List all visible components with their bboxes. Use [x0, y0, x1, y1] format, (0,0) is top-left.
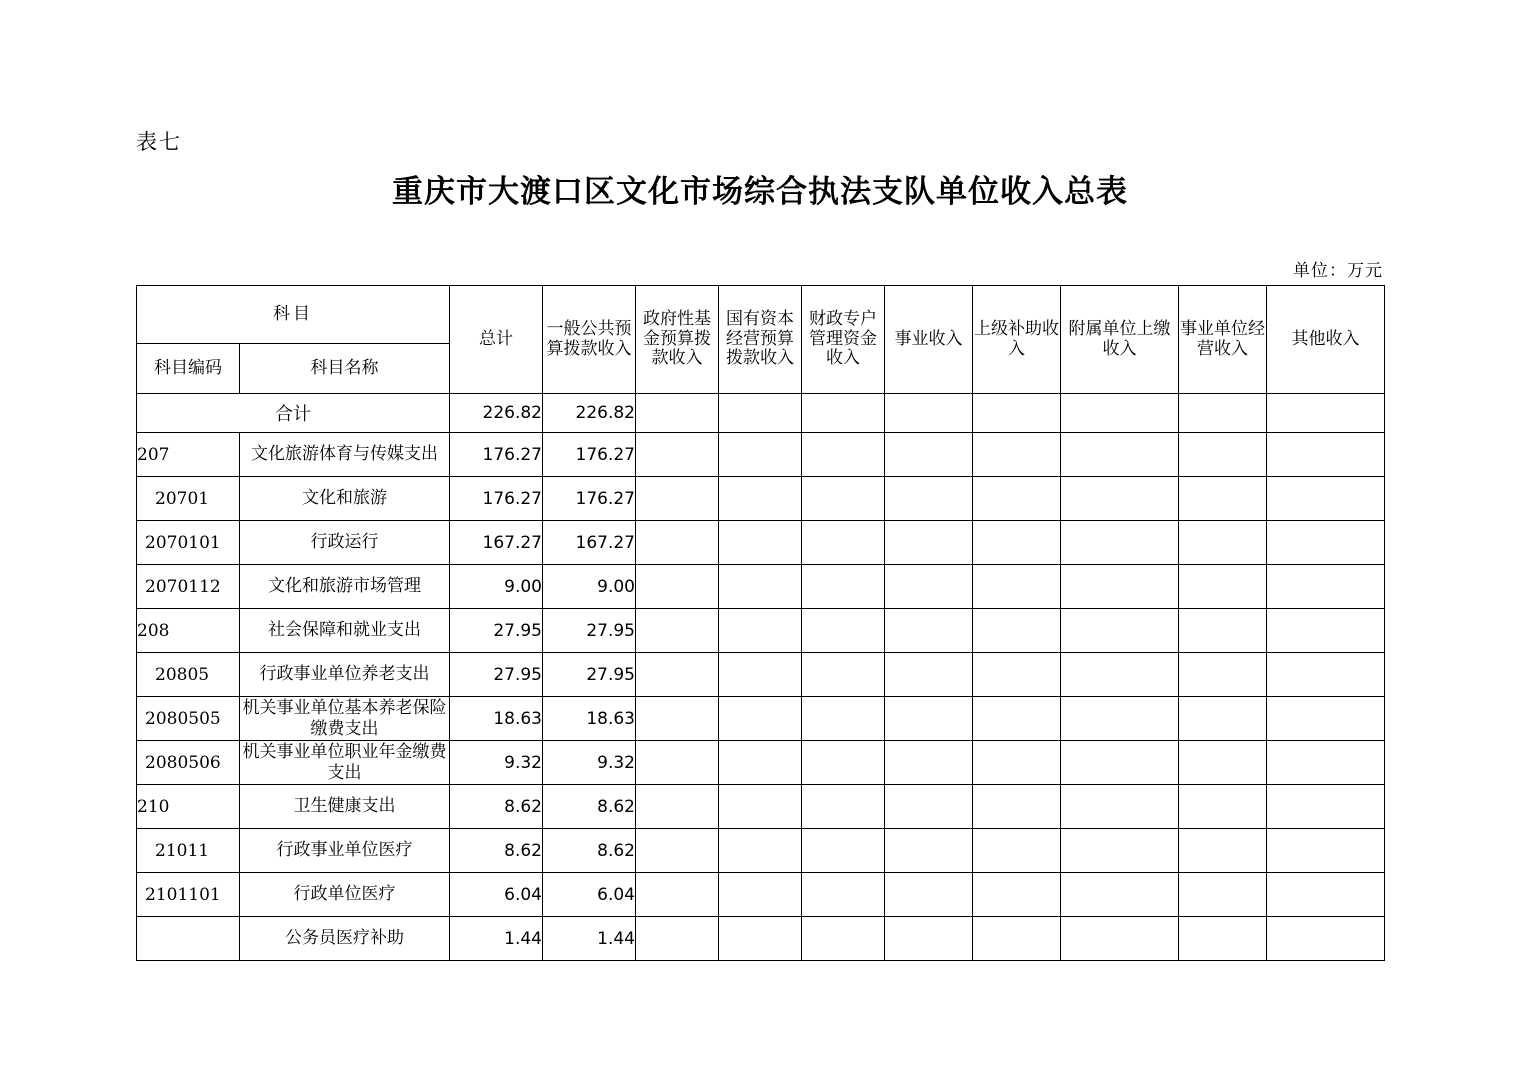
row-code: 207: [137, 433, 240, 477]
row-value-general-public-budget: 176.27: [543, 433, 636, 477]
row-value-total: 8.62: [450, 785, 543, 829]
row-value-general-public-budget: 27.95: [543, 653, 636, 697]
row-value-business-income: [885, 433, 973, 477]
row-value-state-capital-budget: [719, 741, 802, 785]
row-value-total: 167.27: [450, 521, 543, 565]
row-name: 文化和旅游: [240, 477, 450, 521]
row-value-superior-subsidy: [973, 829, 1061, 873]
table-row: [137, 565, 1385, 609]
row-value-superior-subsidy: [973, 433, 1061, 477]
row-value-business-unit-operating: [1179, 477, 1267, 521]
row-name: 行政运行: [240, 521, 450, 565]
page-title: 重庆市大渡口区文化市场综合执法支队单位收入总表: [392, 174, 1128, 210]
row-value-total: 1.44: [450, 917, 543, 961]
row-value-gov-fund-budget: [636, 697, 719, 741]
table-row: [137, 873, 1385, 917]
row-value-gov-fund-budget: [636, 521, 719, 565]
row-value-business-unit-operating: [1179, 609, 1267, 653]
unit-note: 单位：万元: [1293, 261, 1383, 281]
row-code: 2070101: [137, 521, 240, 565]
row-value-state-capital-budget: [719, 565, 802, 609]
total-value-fiscal-account-fund: [802, 394, 885, 433]
row-value-gov-fund-budget: [636, 829, 719, 873]
row-value-gov-fund-budget: [636, 565, 719, 609]
row-value-other-income: [1267, 653, 1385, 697]
row-value-state-capital-budget: [719, 433, 802, 477]
header-col-gov-fund-budget: 政府性基金预算拨款收入: [636, 286, 719, 394]
table-row: [137, 653, 1385, 697]
income-summary-table: [136, 285, 1385, 961]
total-value-business-income: [885, 394, 973, 433]
row-value-business-income: [885, 829, 973, 873]
row-value-other-income: [1267, 829, 1385, 873]
row-value-fiscal-account-fund: [802, 653, 885, 697]
row-value-business-income: [885, 653, 973, 697]
row-value-subordinate-payment: [1061, 697, 1179, 741]
row-value-total: 9.32: [450, 741, 543, 785]
row-value-other-income: [1267, 785, 1385, 829]
row-value-business-income: [885, 477, 973, 521]
table-body: [137, 394, 1385, 961]
header-subject-group: 科目: [137, 286, 450, 344]
row-value-state-capital-budget: [719, 609, 802, 653]
row-value-subordinate-payment: [1061, 609, 1179, 653]
row-value-gov-fund-budget: [636, 873, 719, 917]
sheet-label: 表七: [136, 130, 182, 154]
row-code: 2070112: [137, 565, 240, 609]
row-value-fiscal-account-fund: [802, 873, 885, 917]
row-value-business-unit-operating: [1179, 917, 1267, 961]
row-value-gov-fund-budget: [636, 609, 719, 653]
row-value-gov-fund-budget: [636, 785, 719, 829]
table-row: [137, 829, 1385, 873]
row-value-general-public-budget: 1.44: [543, 917, 636, 961]
row-value-general-public-budget: 9.32: [543, 741, 636, 785]
total-value-business-unit-operating: [1179, 394, 1267, 433]
row-name: 卫生健康支出: [240, 785, 450, 829]
row-value-fiscal-account-fund: [802, 477, 885, 521]
row-value-subordinate-payment: [1061, 917, 1179, 961]
row-value-general-public-budget: 8.62: [543, 785, 636, 829]
row-value-other-income: [1267, 433, 1385, 477]
row-code: 2080505: [137, 697, 240, 741]
row-value-business-unit-operating: [1179, 873, 1267, 917]
row-value-state-capital-budget: [719, 873, 802, 917]
row-value-other-income: [1267, 565, 1385, 609]
row-value-total: 176.27: [450, 477, 543, 521]
row-value-fiscal-account-fund: [802, 785, 885, 829]
row-value-business-unit-operating: [1179, 565, 1267, 609]
total-value-gov-fund-budget: [636, 394, 719, 433]
total-value-total: 226.82: [450, 394, 543, 433]
row-value-state-capital-budget: [719, 917, 802, 961]
row-name: 机关事业单位职业年金缴费支出: [240, 741, 450, 785]
row-value-subordinate-payment: [1061, 521, 1179, 565]
row-value-fiscal-account-fund: [802, 697, 885, 741]
header-col-state-capital-budget: 国有资本经营预算拨款收入: [719, 286, 802, 394]
row-value-superior-subsidy: [973, 653, 1061, 697]
table-row: [137, 609, 1385, 653]
row-value-general-public-budget: 176.27: [543, 477, 636, 521]
row-value-fiscal-account-fund: [802, 565, 885, 609]
row-code: 20701: [137, 477, 240, 521]
row-name: 公务员医疗补助: [240, 917, 450, 961]
row-value-total: 27.95: [450, 653, 543, 697]
total-label: 合计: [137, 394, 450, 433]
row-value-superior-subsidy: [973, 565, 1061, 609]
row-value-total: 9.00: [450, 565, 543, 609]
row-value-business-income: [885, 873, 973, 917]
row-value-business-income: [885, 609, 973, 653]
header-col-business-unit-operating: 事业单位经营收入: [1179, 286, 1267, 394]
row-value-other-income: [1267, 521, 1385, 565]
row-value-superior-subsidy: [973, 477, 1061, 521]
row-value-superior-subsidy: [973, 785, 1061, 829]
row-value-subordinate-payment: [1061, 741, 1179, 785]
row-value-subordinate-payment: [1061, 873, 1179, 917]
row-value-other-income: [1267, 609, 1385, 653]
row-value-other-income: [1267, 697, 1385, 741]
header-col-name: 科目名称: [240, 344, 450, 394]
row-name: 机关事业单位基本养老保险缴费支出: [240, 697, 450, 741]
total-value-subordinate-payment: [1061, 394, 1179, 433]
total-value-superior-subsidy: [973, 394, 1061, 433]
row-value-superior-subsidy: [973, 917, 1061, 961]
row-value-general-public-budget: 6.04: [543, 873, 636, 917]
row-value-state-capital-budget: [719, 697, 802, 741]
row-code: 21011: [137, 829, 240, 873]
row-value-total: 8.62: [450, 829, 543, 873]
row-value-state-capital-budget: [719, 521, 802, 565]
total-value-general-public-budget: 226.82: [543, 394, 636, 433]
header-col-total: 总计: [450, 286, 543, 394]
table-row: [137, 433, 1385, 477]
row-value-superior-subsidy: [973, 521, 1061, 565]
table-row: [137, 741, 1385, 785]
row-value-general-public-budget: 8.62: [543, 829, 636, 873]
total-value-state-capital-budget: [719, 394, 802, 433]
row-value-total: 6.04: [450, 873, 543, 917]
row-value-total: 176.27: [450, 433, 543, 477]
row-value-subordinate-payment: [1061, 829, 1179, 873]
row-name: 行政事业单位医疗: [240, 829, 450, 873]
row-value-business-income: [885, 521, 973, 565]
row-value-business-unit-operating: [1179, 653, 1267, 697]
table-row: [137, 521, 1385, 565]
header-col-superior-subsidy: 上级补助收入: [973, 286, 1061, 394]
row-value-fiscal-account-fund: [802, 917, 885, 961]
row-value-superior-subsidy: [973, 741, 1061, 785]
row-code: 210: [137, 785, 240, 829]
row-value-total: 27.95: [450, 609, 543, 653]
row-value-business-unit-operating: [1179, 433, 1267, 477]
row-value-subordinate-payment: [1061, 785, 1179, 829]
row-value-other-income: [1267, 741, 1385, 785]
row-value-general-public-budget: 27.95: [543, 609, 636, 653]
total-value-other-income: [1267, 394, 1385, 433]
row-value-fiscal-account-fund: [802, 741, 885, 785]
row-code: 208: [137, 609, 240, 653]
row-value-business-unit-operating: [1179, 521, 1267, 565]
header-col-other-income: 其他收入: [1267, 286, 1385, 394]
row-code: [137, 917, 240, 961]
row-code: 2101101: [137, 873, 240, 917]
header-col-fiscal-account-fund: 财政专户管理资金收入: [802, 286, 885, 394]
row-value-state-capital-budget: [719, 653, 802, 697]
row-name: 行政单位医疗: [240, 873, 450, 917]
row-value-subordinate-payment: [1061, 477, 1179, 521]
table-row: [137, 697, 1385, 741]
row-value-general-public-budget: 9.00: [543, 565, 636, 609]
row-value-gov-fund-budget: [636, 653, 719, 697]
row-value-other-income: [1267, 873, 1385, 917]
row-value-superior-subsidy: [973, 873, 1061, 917]
row-value-state-capital-budget: [719, 829, 802, 873]
row-value-business-unit-operating: [1179, 741, 1267, 785]
row-value-business-income: [885, 697, 973, 741]
table-row: [137, 477, 1385, 521]
row-value-superior-subsidy: [973, 697, 1061, 741]
table-row-total: [137, 394, 1385, 433]
row-value-subordinate-payment: [1061, 653, 1179, 697]
row-value-business-income: [885, 741, 973, 785]
row-value-business-unit-operating: [1179, 785, 1267, 829]
row-value-fiscal-account-fund: [802, 609, 885, 653]
row-value-gov-fund-budget: [636, 433, 719, 477]
row-code: 20805: [137, 653, 240, 697]
table-row: [137, 917, 1385, 961]
row-value-total: 18.63: [450, 697, 543, 741]
row-value-business-unit-operating: [1179, 829, 1267, 873]
header-col-general-public-budget: 一般公共预算拨款收入: [543, 286, 636, 394]
row-value-fiscal-account-fund: [802, 433, 885, 477]
header-col-code: 科目编码: [137, 344, 240, 394]
row-value-business-income: [885, 917, 973, 961]
row-value-other-income: [1267, 477, 1385, 521]
row-name: 文化旅游体育与传媒支出: [240, 433, 450, 477]
row-value-state-capital-budget: [719, 785, 802, 829]
row-value-other-income: [1267, 917, 1385, 961]
header-col-business-income: 事业收入: [885, 286, 973, 394]
header-col-subordinate-payment: 附属单位上缴收入: [1061, 286, 1179, 394]
row-name: 行政事业单位养老支出: [240, 653, 450, 697]
row-value-business-income: [885, 565, 973, 609]
row-name: 文化和旅游市场管理: [240, 565, 450, 609]
row-value-gov-fund-budget: [636, 917, 719, 961]
row-value-general-public-budget: 18.63: [543, 697, 636, 741]
row-value-business-unit-operating: [1179, 697, 1267, 741]
row-value-fiscal-account-fund: [802, 829, 885, 873]
row-value-gov-fund-budget: [636, 477, 719, 521]
row-value-superior-subsidy: [973, 609, 1061, 653]
row-name: 社会保障和就业支出: [240, 609, 450, 653]
table-row: [137, 785, 1385, 829]
row-value-general-public-budget: 167.27: [543, 521, 636, 565]
row-value-state-capital-budget: [719, 477, 802, 521]
row-code: 2080506: [137, 741, 240, 785]
row-value-subordinate-payment: [1061, 433, 1179, 477]
row-value-gov-fund-budget: [636, 741, 719, 785]
row-value-subordinate-payment: [1061, 565, 1179, 609]
row-value-business-income: [885, 785, 973, 829]
row-value-fiscal-account-fund: [802, 521, 885, 565]
